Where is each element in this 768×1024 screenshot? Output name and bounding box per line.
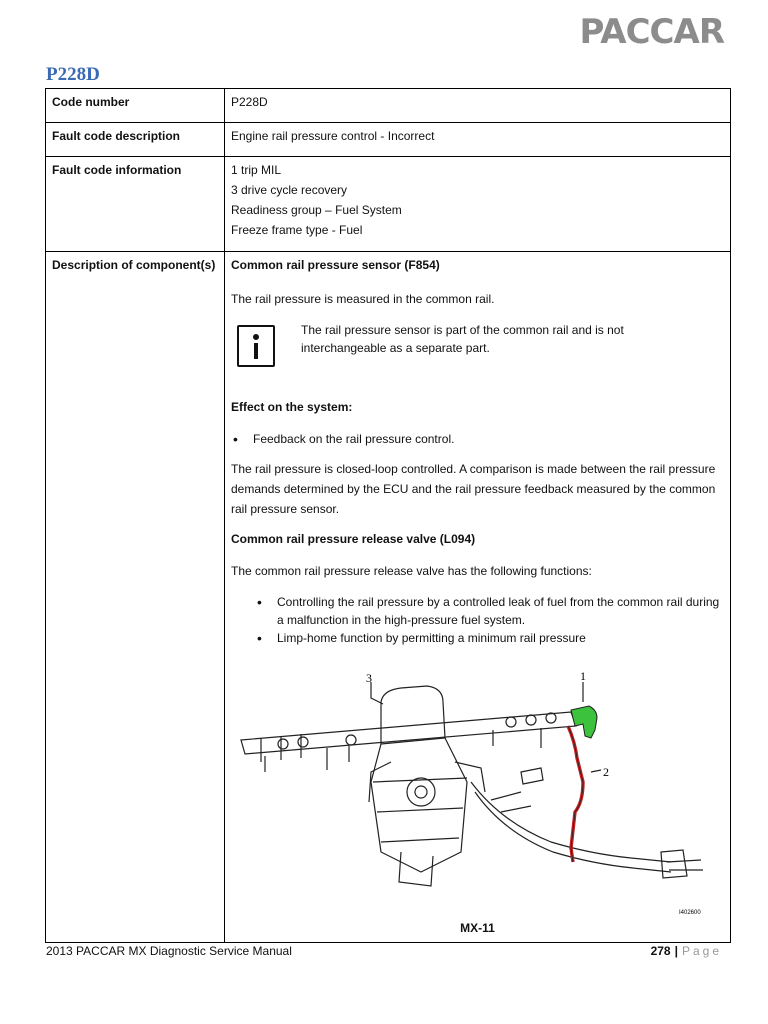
list-item: • Limp-home function by permitting a minimum rail pressure: [231, 629, 724, 647]
fault-information-label: Fault code information: [46, 157, 225, 252]
fault-description-value: Engine rail pressure control - Incorrect: [225, 123, 731, 157]
paccar-logo: PACCAR: [579, 12, 724, 52]
code-number-value: P228D: [225, 89, 731, 123]
page-number: 278: [650, 944, 671, 958]
closed-loop-text: The rail pressure is closed-loop controlled. A comparison is made between the rail pressure demands determined by the ECU and the rail pressure feedback measured by the common rail pressure sensor.: [231, 462, 716, 516]
page-footer: [46, 944, 722, 958]
fault-description-label: Fault code description: [46, 123, 225, 157]
image-code: I402600: [679, 910, 701, 916]
list-item: • Controlling the rail pressure by a controlled leak of fuel from the common rail during a malfunction in the high-pressure fuel system.: [231, 593, 724, 629]
table-row: [46, 89, 731, 123]
code-number-label: Code number: [46, 89, 225, 123]
page-word: Page: [681, 944, 722, 958]
info-icon: [237, 325, 275, 367]
effect-list: [231, 429, 724, 449]
list-item: • Feedback on the rail pressure control.: [231, 429, 724, 449]
fault-info-line: Readiness group – Fuel System: [231, 203, 402, 217]
fault-info-line: 1 trip MIL: [231, 163, 282, 177]
callout-1: 1: [580, 672, 586, 683]
effect-title: Effect on the system:: [231, 400, 353, 414]
page-indicator: [651, 944, 722, 958]
table-row: [46, 157, 731, 252]
table-row: [46, 252, 731, 943]
component-description-value: [225, 252, 731, 943]
common-rail-illustration: [231, 672, 709, 922]
valve-intro: The common rail pressure release valve has the following functions:: [231, 564, 592, 578]
component-description-label: Description of component(s): [46, 252, 225, 943]
valve-title: Common rail pressure release valve (L094): [231, 532, 476, 546]
fault-info-line: 3 drive cycle recovery: [231, 183, 348, 197]
valve-function-list: [231, 593, 724, 647]
fault-information-value: [225, 157, 731, 252]
table-row: [46, 123, 731, 157]
page-separator: |: [674, 944, 678, 958]
common-rail-diagram: [231, 672, 709, 930]
info-note-text: The rail pressure sensor is part of the common rail and is not interchangeable as a separate part.: [301, 323, 624, 355]
fault-info-line: Freeze frame type - Fuel: [231, 223, 363, 237]
fault-code-table: [45, 88, 731, 943]
manual-title: 2013 PACCAR MX Diagnostic Service Manual: [46, 944, 292, 958]
sensor-text: The rail pressure is measured in the common rail.: [231, 292, 495, 306]
fault-code-heading: P228D: [46, 64, 100, 85]
info-note: [231, 321, 724, 367]
callout-3: 3: [366, 672, 372, 685]
sensor-title: Common rail pressure sensor (F854): [231, 258, 440, 272]
callout-2: 2: [603, 765, 609, 779]
diagram-caption: MX-11: [460, 921, 495, 935]
